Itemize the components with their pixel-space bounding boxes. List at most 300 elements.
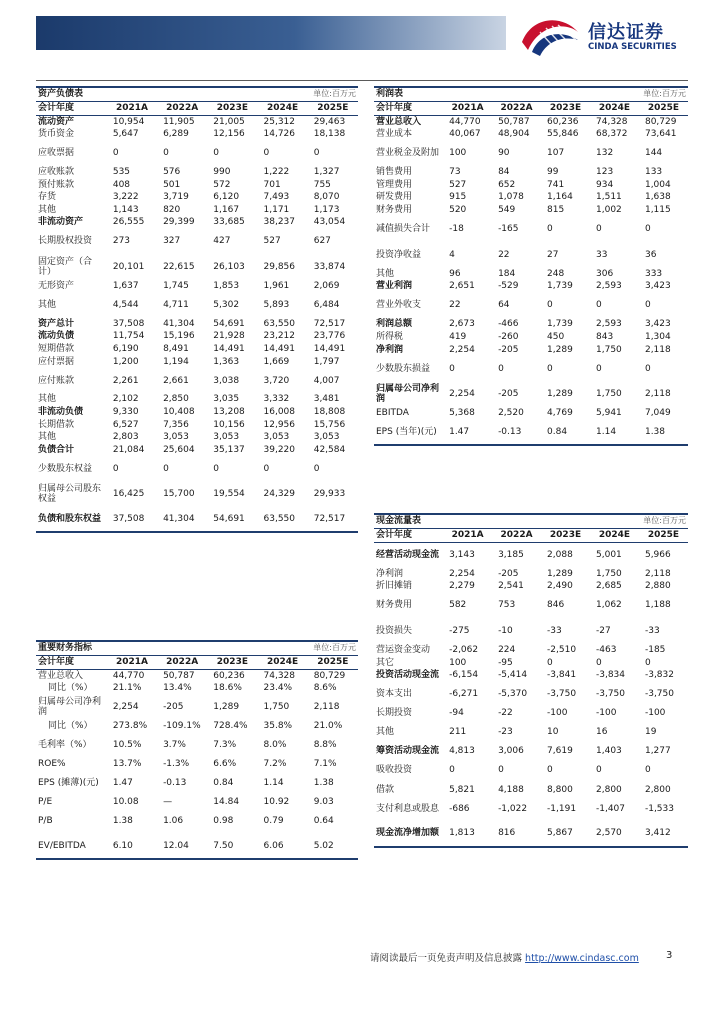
- cell-value: 63,550: [263, 318, 295, 329]
- cell-value: 48,904: [498, 129, 530, 140]
- cell-value: 0: [644, 363, 651, 374]
- cell-value: 3,053: [163, 432, 189, 443]
- cell-value: 0: [644, 300, 651, 311]
- year-header: 2021A: [107, 101, 157, 115]
- row-label: 负债和股东权益: [36, 507, 107, 532]
- cell-value: -3,750: [547, 689, 577, 700]
- cell-value: 1,511: [596, 192, 622, 203]
- table-row: [36, 368, 358, 393]
- row-label: 营业外收支: [376, 300, 422, 311]
- cell-value: 0: [163, 464, 169, 475]
- table-row: [36, 682, 358, 695]
- cell-value: 1,277: [644, 746, 671, 757]
- cell-value: 21.0%: [313, 721, 343, 732]
- cell-value: 0: [547, 224, 553, 235]
- cell-value: -5,414: [498, 670, 528, 681]
- cell-value: 652: [498, 179, 516, 190]
- table-row: [374, 758, 688, 783]
- cell-value: 990: [213, 166, 231, 177]
- cell-value: -205: [163, 702, 184, 713]
- row-label: 存货: [38, 192, 57, 203]
- cell-value: 4,813: [449, 746, 475, 757]
- cell-value: 16,008: [263, 407, 295, 418]
- table-row: [36, 758, 358, 771]
- cell-value: 3,720: [263, 375, 290, 386]
- cell-value: 1.47: [112, 778, 133, 789]
- table-row: [374, 407, 688, 420]
- cell-value: 333: [644, 268, 663, 279]
- cell-value: -100: [596, 708, 617, 719]
- cell-value: 1,078: [498, 192, 524, 203]
- year-header: 2025E: [639, 528, 688, 542]
- page-number: 3: [666, 950, 673, 961]
- table-row: [374, 821, 688, 846]
- cell-value: -275: [449, 625, 470, 636]
- row-label: 筹资活动现金流: [376, 746, 440, 757]
- row-label: 所得税: [376, 332, 404, 343]
- logo-chinese-name: 信达证券: [588, 22, 664, 43]
- cell-value: 846: [547, 600, 565, 611]
- cell-value: 3,185: [498, 549, 524, 560]
- cell-value: 3,332: [263, 394, 290, 405]
- cell-value: 1.38: [313, 778, 334, 789]
- cell-value: 1,115: [644, 205, 671, 216]
- cell-value: 755: [313, 179, 331, 190]
- cell-value: -3,750: [644, 689, 674, 700]
- cell-value: 1,750: [596, 344, 622, 355]
- year-header: 2023E: [207, 655, 257, 669]
- cell-value: -205: [498, 344, 519, 355]
- cell-value: 2,800: [644, 784, 671, 795]
- cell-value: -6,154: [449, 670, 479, 681]
- cell-value: 23,212: [263, 331, 295, 342]
- cell-value: 1,813: [443, 821, 492, 846]
- year-header: 2021A: [443, 528, 492, 542]
- cell-value: 3,053: [263, 432, 290, 443]
- cell-value: 2,118: [644, 568, 671, 579]
- table-row: [36, 669, 358, 682]
- cell-value: 2,570: [590, 821, 639, 846]
- cell-value: 132: [596, 148, 614, 159]
- cell-value: 816: [492, 821, 541, 846]
- table-row: [36, 771, 358, 796]
- table-row: [374, 128, 688, 141]
- row-label: 净利润: [376, 344, 404, 355]
- cell-value: 5,867: [541, 821, 590, 846]
- row-label: 其他: [38, 299, 57, 310]
- table-row: [374, 242, 688, 267]
- cell-value: 7.3%: [213, 740, 237, 751]
- cell-value: 3,412: [639, 821, 688, 846]
- row-label: 借款: [376, 784, 395, 795]
- cell-value: 7,619: [547, 746, 573, 757]
- cell-value: 224: [498, 644, 516, 655]
- table-header-row: [36, 655, 358, 669]
- year-header: 2022A: [492, 528, 541, 542]
- cell-value: 2,800: [596, 784, 622, 795]
- cell-value: 40,067: [449, 129, 481, 140]
- cell-value: 16,425: [112, 489, 145, 500]
- cell-value: 5,368: [449, 408, 475, 419]
- cell-value: 96: [449, 268, 461, 279]
- cell-value: 6,484: [313, 299, 340, 310]
- cell-value: 10.08: [112, 797, 139, 808]
- cell-value: 4,711: [163, 299, 189, 310]
- cell-value: 1,200: [112, 356, 139, 367]
- cell-value: 1,750: [263, 702, 290, 713]
- year-header: 2022A: [157, 655, 207, 669]
- cell-value: 1.06: [163, 816, 184, 827]
- cell-value: 35.8%: [263, 721, 293, 732]
- cell-value: 60,236: [213, 670, 245, 681]
- table-unit: 单位:百万元: [541, 87, 688, 101]
- cell-value: 0: [596, 300, 602, 311]
- row-label: EPS (摊薄)(元): [38, 778, 99, 789]
- cell-value: -10: [498, 625, 513, 636]
- cell-value: 248: [547, 268, 565, 279]
- cell-value: -3,841: [547, 670, 577, 681]
- cell-value: 4,007: [313, 375, 340, 386]
- cell-value: 535: [112, 166, 131, 177]
- cell-value: 3,053: [313, 432, 340, 443]
- row-label: 营业利润: [376, 281, 413, 292]
- cell-value: 8,070: [313, 192, 340, 203]
- year-header: 2021A: [107, 655, 157, 669]
- year-header: 2023E: [541, 101, 590, 115]
- cell-value: 37,508: [107, 507, 157, 532]
- row-label: 负债合计: [38, 445, 75, 456]
- cell-value: 7.50: [207, 834, 257, 859]
- table-row: [374, 318, 688, 331]
- table-title-row: [36, 641, 358, 655]
- balance-sheet-table: [36, 86, 358, 533]
- table-row: [36, 178, 358, 191]
- cell-value: 1,004: [644, 179, 671, 190]
- cell-value: 35,137: [213, 445, 245, 456]
- table-row: [36, 216, 358, 229]
- cell-value: -100: [547, 708, 568, 719]
- cell-value: -0.13: [492, 420, 541, 445]
- row-label: 财务费用: [376, 205, 413, 216]
- column-header: 会计年度: [374, 101, 443, 115]
- year-header: 2025E: [308, 655, 358, 669]
- cell-value: 10: [547, 727, 559, 738]
- cell-value: 90: [498, 148, 510, 159]
- cell-value: 2,254: [449, 568, 475, 579]
- cell-value: 19: [644, 727, 657, 738]
- row-label: 其他: [38, 394, 57, 405]
- table-row: [36, 834, 358, 859]
- cell-value: 211: [449, 727, 467, 738]
- table-row: [36, 128, 358, 141]
- cell-value: 10,954: [112, 116, 145, 127]
- cell-value: 1,637: [112, 280, 139, 291]
- year-header: 2023E: [541, 528, 590, 542]
- website-link[interactable]: http://www.cindasc.com: [525, 953, 639, 964]
- row-label: 资产总计: [38, 318, 75, 329]
- cell-value: 6.06: [258, 834, 308, 859]
- table-header-row: [374, 101, 688, 115]
- cell-value: -0.13: [163, 778, 187, 789]
- cell-value: 0: [547, 363, 553, 374]
- cell-value: -1,533: [644, 803, 674, 814]
- cell-value: 2,541: [498, 581, 524, 592]
- cell-value: -260: [498, 332, 519, 343]
- row-label: 销售费用: [376, 167, 413, 178]
- cell-value: -3,834: [596, 670, 626, 681]
- cell-value: 2,102: [112, 394, 139, 405]
- cell-value: 2,593: [596, 319, 622, 330]
- cell-value: -2,510: [547, 644, 577, 655]
- year-header: 2022A: [157, 101, 207, 115]
- row-label: 少数股东损益: [376, 363, 431, 374]
- cell-value: 419: [449, 332, 467, 343]
- row-label: 非流动资产: [38, 217, 84, 228]
- table-row: [36, 279, 358, 292]
- table-row: [36, 809, 358, 834]
- cell-value: 63,550: [258, 507, 308, 532]
- cell-value: 25,312: [263, 116, 295, 127]
- cell-value: 36: [644, 249, 657, 260]
- cell-value: 1,638: [644, 192, 671, 203]
- row-label: 毛利率（%）: [38, 740, 92, 751]
- table-row: [36, 431, 358, 444]
- table-row: [36, 796, 358, 809]
- cell-value: 25,604: [163, 445, 195, 456]
- cell-value: 1,403: [596, 746, 622, 757]
- cell-value: 6.10: [107, 834, 157, 859]
- cell-value: 741: [547, 179, 565, 190]
- table-row: [374, 382, 688, 407]
- cell-value: 0: [213, 464, 220, 475]
- row-label: 归属母公司净利润: [38, 697, 102, 718]
- cell-value: 3,053: [213, 432, 240, 443]
- cell-value: 1,188: [644, 600, 671, 611]
- cell-value: 39,220: [263, 445, 295, 456]
- cell-value: 1,173: [313, 204, 340, 215]
- row-label: 货币资金: [38, 128, 75, 139]
- cell-value: 1,304: [644, 332, 671, 343]
- cell-value: -205: [498, 568, 519, 579]
- cell-value: 2,118: [644, 344, 671, 355]
- row-label: 应收票据: [38, 147, 75, 158]
- year-header: 2025E: [308, 101, 358, 115]
- cell-value: 527: [449, 179, 467, 190]
- cell-value: 1,750: [596, 389, 622, 400]
- cell-value: 80,729: [644, 116, 677, 127]
- table-row: [36, 720, 358, 733]
- cell-value: 29,856: [263, 261, 295, 272]
- row-label: 财务费用: [376, 600, 413, 611]
- cell-value: 184: [498, 268, 516, 279]
- cell-value: 44,770: [449, 116, 481, 127]
- cell-value: 306: [596, 268, 614, 279]
- cell-value: 5,966: [644, 549, 671, 560]
- cell-value: 427: [213, 236, 231, 247]
- cell-value: 74,328: [596, 116, 628, 127]
- table-row: [36, 191, 358, 204]
- cell-value: 3,035: [213, 394, 240, 405]
- table-row: [36, 229, 358, 254]
- cell-value: 1.14: [590, 420, 639, 445]
- cell-value: 3,006: [498, 746, 524, 757]
- row-label: 流动负债: [38, 331, 75, 342]
- table-row: [374, 745, 688, 758]
- table-row: [374, 593, 688, 618]
- row-label: 管理费用: [376, 179, 413, 190]
- cell-value: 13.7%: [112, 759, 142, 770]
- cell-value: 0: [644, 657, 651, 668]
- cell-value: 10.92: [263, 797, 290, 808]
- cell-value: 21.1%: [112, 683, 142, 694]
- row-label: 净利润: [376, 568, 404, 579]
- cell-value: 2,685: [596, 581, 622, 592]
- cell-value: 501: [163, 179, 181, 190]
- table-row: [374, 331, 688, 344]
- table-unit: 单位:百万元: [541, 514, 688, 528]
- table-row: [374, 420, 688, 445]
- cell-value: 100: [449, 657, 467, 668]
- cell-value: 12.04: [157, 834, 207, 859]
- cell-value: 0: [263, 147, 270, 158]
- row-label: 营业总收入: [38, 670, 84, 681]
- cell-value: 144: [644, 148, 663, 159]
- row-label: 长期股权投资: [38, 236, 93, 247]
- header-banner: [36, 16, 506, 50]
- cell-value: 2,254: [449, 344, 475, 355]
- row-label: 现金流净增加额: [374, 821, 443, 846]
- row-label: 同比（%）: [48, 683, 93, 694]
- cell-value: 14,491: [313, 343, 346, 354]
- year-header: 2021A: [443, 101, 492, 115]
- row-label: 应付票据: [38, 356, 75, 367]
- cell-value: 1,062: [596, 600, 622, 611]
- row-label: 折旧摊销: [376, 581, 413, 592]
- table-row: [36, 355, 358, 368]
- row-label: 减值损失合计: [376, 224, 431, 235]
- cell-value: 273.8%: [112, 721, 148, 732]
- cell-value: 1,739: [547, 319, 573, 330]
- footer-disclaimer: [370, 950, 639, 964]
- cell-value: 2,673: [449, 319, 475, 330]
- cell-value: 21,005: [213, 116, 245, 127]
- row-label: 流动资产: [38, 116, 75, 127]
- cell-value: 0: [547, 765, 553, 776]
- cell-value: 13,208: [213, 407, 245, 418]
- cell-value: 1,961: [263, 280, 290, 291]
- cell-value: 60,236: [547, 116, 579, 127]
- cell-value: 11,905: [163, 116, 195, 127]
- cell-value: 273: [112, 236, 131, 247]
- cell-value: 22: [449, 300, 461, 311]
- cell-value: 1,745: [163, 280, 189, 291]
- cell-value: 29,463: [313, 116, 346, 127]
- cell-value: 1.38: [639, 420, 688, 445]
- cell-value: 18.6%: [213, 683, 242, 694]
- cell-value: —: [163, 797, 173, 808]
- cell-value: 72,517: [313, 318, 346, 329]
- cell-value: 5,302: [213, 299, 240, 310]
- table-header-row: [36, 101, 358, 115]
- cell-value: 2,254: [112, 702, 139, 713]
- table-row: [36, 406, 358, 419]
- cell-value: 15,756: [313, 419, 346, 430]
- table-row: [374, 669, 688, 682]
- cell-value: 9,330: [112, 407, 139, 418]
- cell-value: 1,739: [547, 281, 573, 292]
- cell-value: 8,491: [163, 343, 189, 354]
- year-header: 2024E: [590, 528, 639, 542]
- table-row: [374, 656, 688, 669]
- cell-value: 22: [498, 249, 510, 260]
- cell-value: 74,328: [263, 670, 295, 681]
- cell-value: 14,491: [263, 343, 295, 354]
- cell-value: 1,669: [263, 356, 290, 367]
- table-row: [374, 356, 688, 381]
- table-title: 利润表: [374, 87, 541, 101]
- cell-value: 6,527: [112, 419, 139, 430]
- row-label: 无形资产: [38, 280, 75, 291]
- table-title: 重要财务指标: [36, 641, 207, 655]
- table-row: [374, 542, 688, 567]
- cell-value: 2,118: [644, 389, 671, 400]
- cell-value: 0: [449, 765, 455, 776]
- cell-value: 520: [449, 205, 467, 216]
- cell-value: 14,491: [213, 343, 245, 354]
- cell-value: 18,808: [313, 407, 346, 418]
- cell-value: 22,615: [163, 261, 195, 272]
- cell-value: 582: [449, 600, 467, 611]
- cell-value: 21,084: [112, 445, 145, 456]
- cell-value: 1,171: [263, 204, 290, 215]
- cell-value: 29,399: [163, 217, 195, 228]
- table-header-row: [374, 528, 688, 542]
- cell-value: 4,188: [498, 784, 524, 795]
- cell-value: -33: [644, 625, 660, 636]
- year-header: 2023E: [207, 101, 257, 115]
- income-statement-table: [374, 86, 688, 446]
- cell-value: -95: [498, 657, 513, 668]
- cell-value: 14,726: [263, 128, 295, 139]
- cell-value: 2,279: [449, 581, 475, 592]
- table-row: [36, 115, 358, 128]
- table-row: [374, 682, 688, 707]
- table-row: [374, 343, 688, 356]
- cell-value: -109.1%: [163, 721, 201, 732]
- cell-value: 6,120: [213, 192, 240, 203]
- cell-value: 815: [547, 205, 565, 216]
- cell-value: 7,049: [644, 408, 671, 419]
- cell-value: 0.84: [213, 778, 234, 789]
- row-label: 投资活动现金流: [376, 670, 440, 681]
- cell-value: 5,001: [596, 549, 622, 560]
- table-row: [374, 783, 688, 796]
- cell-value: 6.6%: [213, 759, 237, 770]
- cell-value: 2,069: [313, 280, 340, 291]
- cell-value: -1,407: [596, 803, 626, 814]
- row-label: 吸收投资: [376, 765, 413, 776]
- year-header: 2025E: [639, 101, 688, 115]
- cell-value: 843: [596, 332, 614, 343]
- cell-value: 1,289: [547, 389, 573, 400]
- table-row: [374, 267, 688, 280]
- row-label: 应付账款: [38, 375, 75, 386]
- table-row: [374, 166, 688, 179]
- cell-value: 0: [644, 765, 651, 776]
- cell-value: 1,222: [263, 166, 290, 177]
- cell-value: 2,593: [596, 281, 622, 292]
- cell-value: 84: [498, 167, 510, 178]
